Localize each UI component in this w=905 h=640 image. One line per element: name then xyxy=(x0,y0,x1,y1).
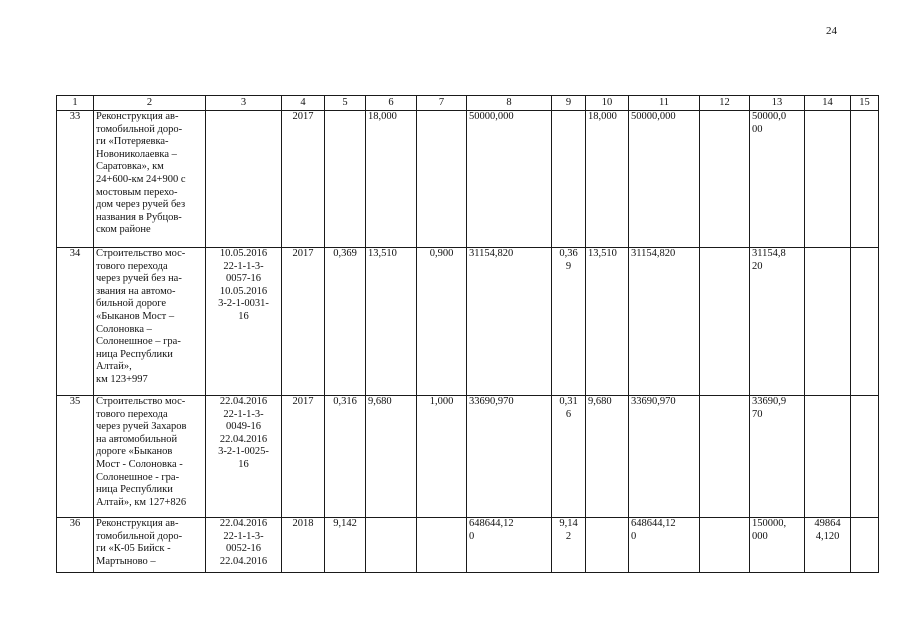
table-cell: 13,510 xyxy=(586,248,629,396)
table-cell: 2017 xyxy=(282,396,325,518)
table-cell: 0,36 9 xyxy=(552,248,586,396)
column-header: 10 xyxy=(586,96,629,111)
table-cell xyxy=(700,111,750,248)
table-cell xyxy=(851,396,879,518)
column-header: 3 xyxy=(206,96,282,111)
table-cell: 648644,12 0 xyxy=(467,518,552,573)
table-cell xyxy=(417,111,467,248)
column-header: 6 xyxy=(366,96,417,111)
table-cell: 648644,12 0 xyxy=(629,518,700,573)
column-header: 1 xyxy=(57,96,94,111)
table-cell xyxy=(805,111,851,248)
table-cell: 0,31 6 xyxy=(552,396,586,518)
table-cell: 13,510 xyxy=(366,248,417,396)
column-header: 12 xyxy=(700,96,750,111)
table-cell: 9,680 xyxy=(586,396,629,518)
table-cell xyxy=(417,518,467,573)
table-row xyxy=(57,518,879,573)
table-cell: 50000,000 xyxy=(467,111,552,248)
column-header: 7 xyxy=(417,96,467,111)
page-number: 24 xyxy=(826,25,837,37)
table-cell: 22.04.2016 22-1-1-3- 0052-16 22.04.2016 xyxy=(206,518,282,573)
table-row xyxy=(57,396,879,518)
table-cell: 33690,970 xyxy=(467,396,552,518)
table-cell xyxy=(851,111,879,248)
table-cell: 0,369 xyxy=(325,248,366,396)
table-cell xyxy=(700,396,750,518)
table-cell xyxy=(552,111,586,248)
column-header: 15 xyxy=(851,96,879,111)
table-cell: 18,000 xyxy=(586,111,629,248)
column-header: 9 xyxy=(552,96,586,111)
table-cell: 2018 xyxy=(282,518,325,573)
column-header: 13 xyxy=(750,96,805,111)
table-cell: 10.05.2016 22-1-1-3- 0057-16 10.05.2016 3-2-1-0031- 16 xyxy=(206,248,282,396)
table-cell xyxy=(700,518,750,573)
table-cell: 0,900 xyxy=(417,248,467,396)
table-cell: 31154,820 xyxy=(467,248,552,396)
table-cell: 31154,820 xyxy=(629,248,700,396)
data-table xyxy=(56,95,879,573)
table-cell xyxy=(851,518,879,573)
table-cell xyxy=(206,111,282,248)
table-cell: 18,000 xyxy=(366,111,417,248)
table-cell: 50000,000 xyxy=(629,111,700,248)
column-header: 8 xyxy=(467,96,552,111)
table-cell: 1,000 xyxy=(417,396,467,518)
table-cell: 33690,9 70 xyxy=(750,396,805,518)
table-cell: 22.04.2016 22-1-1-3- 0049-16 22.04.2016 3-2-1-0025- 16 xyxy=(206,396,282,518)
column-header: 11 xyxy=(629,96,700,111)
table-cell: 36 xyxy=(57,518,94,573)
table-cell: Строительство мос- тового перехода через ручей без на- звания на автомо- бильной дороге «Быканов Мост – Солоновка – Солонешное – гра- ница Республики Алтай», км 123+997 xyxy=(94,248,206,396)
column-header: 4 xyxy=(282,96,325,111)
column-header: 14 xyxy=(805,96,851,111)
table-cell: 0,316 xyxy=(325,396,366,518)
table-cell xyxy=(805,248,851,396)
table-cell: 33 xyxy=(57,111,94,248)
table-cell: 2017 xyxy=(282,111,325,248)
table-cell xyxy=(366,518,417,573)
table-cell: Реконструкция ав- томобильной доро- ги «К-05 Бийск - Мартыново – xyxy=(94,518,206,573)
table-cell: 34 xyxy=(57,248,94,396)
table-cell: 2017 xyxy=(282,248,325,396)
table-cell: 49864 4,120 xyxy=(805,518,851,573)
table-cell: 9,142 xyxy=(325,518,366,573)
table-cell: Строительство мос- тового перехода через ручей Захаров на автомобильной дороге «Быканов Мост - Солоновка - Солонешное - гра- ница Республики Алтай», км 127+826 xyxy=(94,396,206,518)
table-cell: Реконструкция ав- томобильной доро- ги «Потеряевка- Новониколаевка – Саратовка», км 24+600-км 24+900 с мостовым перехо- дом через ручей без названия в Рубцов- ском районе xyxy=(94,111,206,248)
column-header: 5 xyxy=(325,96,366,111)
table-cell xyxy=(805,396,851,518)
table-cell: 35 xyxy=(57,396,94,518)
table-cell xyxy=(851,248,879,396)
header-row xyxy=(57,96,879,111)
table-cell xyxy=(586,518,629,573)
table-cell: 150000, 000 xyxy=(750,518,805,573)
table-cell: 9,14 2 xyxy=(552,518,586,573)
table-cell xyxy=(700,248,750,396)
column-header: 2 xyxy=(94,96,206,111)
table-cell: 31154,8 20 xyxy=(750,248,805,396)
table-row xyxy=(57,111,879,248)
table-cell: 9,680 xyxy=(366,396,417,518)
table-cell: 50000,0 00 xyxy=(750,111,805,248)
table-row xyxy=(57,248,879,396)
table-cell xyxy=(325,111,366,248)
table-cell: 33690,970 xyxy=(629,396,700,518)
